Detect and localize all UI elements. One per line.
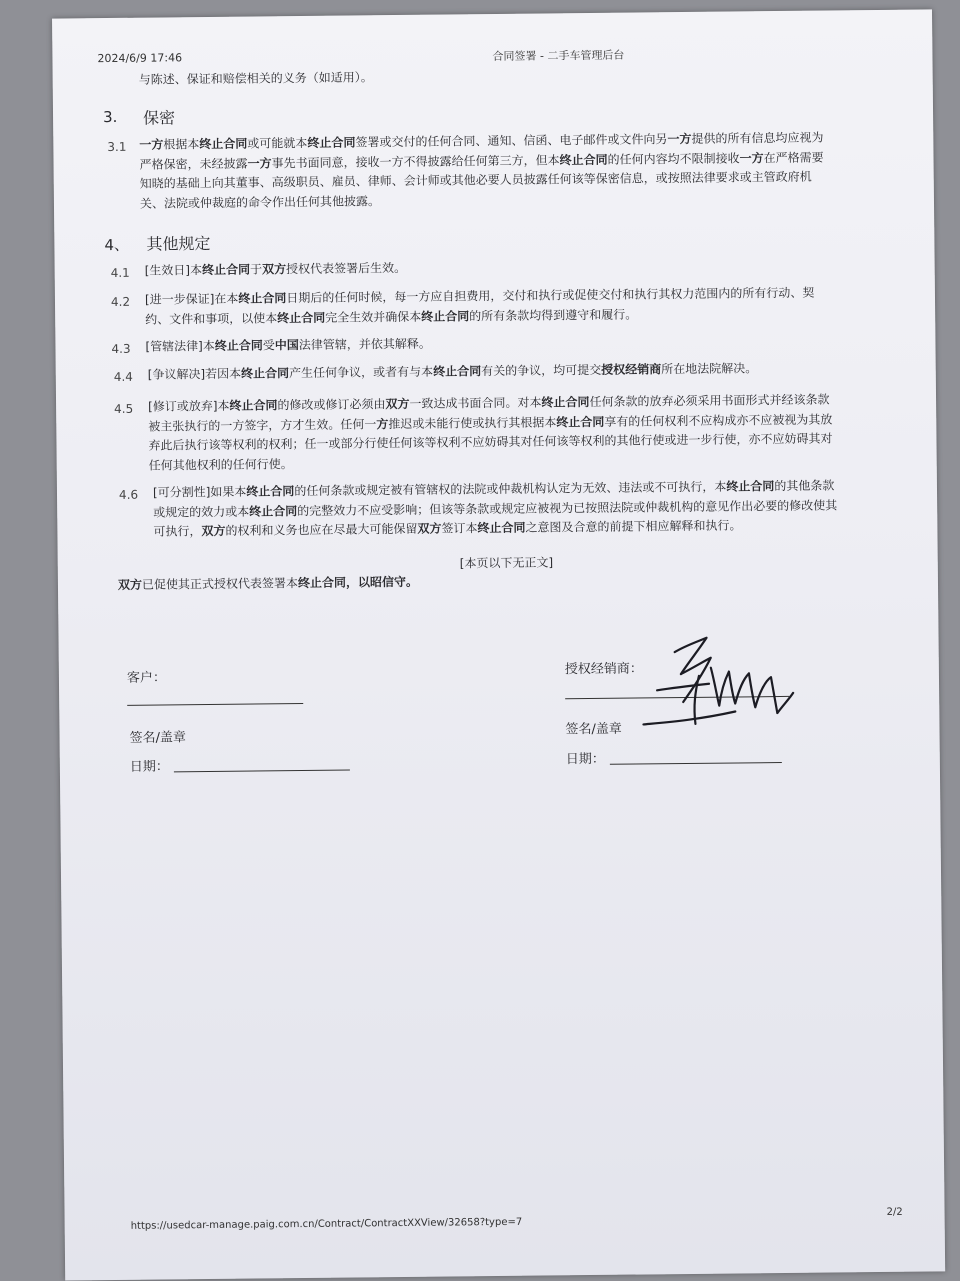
text-run: 任何其他权利的任何行使。 — [148, 456, 293, 473]
paper-sheet — [52, 9, 945, 1280]
bold-term: 终止合同 — [433, 364, 482, 379]
clause-4-2-number: 4.2 — [110, 294, 131, 310]
text-run: 任何条款的放弃必须采用书面形式并经该条款 — [589, 392, 830, 409]
text-run: 或规定的效力或本 — [153, 504, 250, 520]
text-run: 在严格需要 — [763, 150, 824, 165]
clause-4-5-number: 4.5 — [114, 401, 134, 416]
clause-4-2-text — [145, 284, 815, 330]
bold-term: 终止合同 — [297, 575, 347, 591]
bold-term: 终止合同 — [556, 414, 605, 429]
text-run: 授权代表签署后生效。 — [286, 260, 407, 277]
continuation-text: 与陈述、保证和赔偿相关的义务（如适用）。 — [138, 70, 373, 87]
clause-line — [145, 335, 431, 357]
dealer-sign-label: 签名/盖章 — [565, 721, 622, 738]
clause-4-1-number: 4.1 — [110, 265, 130, 281]
text-run: 或可能就本 — [247, 135, 308, 151]
text-run: 享有的任何权利不应构成亦不应被视为其放 — [604, 411, 833, 429]
clause-3-1-number: 3.1 — [107, 139, 127, 155]
text-run: 事先书面同意，接收一方不得披露给任何第三方，但本 — [271, 152, 560, 170]
text-run: 已促使其正式授权代表签署本 — [141, 576, 299, 592]
clause-4-6-text — [153, 476, 838, 542]
clause-3-1-text — [139, 129, 824, 214]
text-run: 的修改或修订必须由 — [277, 397, 386, 413]
bold-term: 终止合同 — [241, 366, 290, 381]
section-3-number: 3. — [102, 107, 118, 127]
bold-term: 终止合同 — [199, 136, 248, 152]
text-run: [进一步保证]在本 — [144, 291, 239, 307]
bold-term: 双方 — [385, 396, 410, 412]
text-run: 一致达成书面合同。对本 — [409, 395, 542, 411]
text-run: 于 — [249, 262, 263, 277]
text-run: 的权利和义务也应在尽最大可能保留 — [225, 521, 418, 538]
document-page — [52, 9, 945, 1280]
bold-term: 终止合同 — [246, 484, 295, 499]
text-run: 法律管辖，并依其解释。 — [298, 336, 431, 353]
text-run: 签署或交付的任何合同、通知、信函、电子邮件或文件向另 — [355, 132, 668, 150]
bold-term: 双方 — [417, 521, 442, 536]
text-run: 产生任何争议，或者有与本 — [289, 364, 434, 381]
customer-date-line — [174, 770, 350, 773]
customer-sign-label: 签名/盖章 — [129, 730, 187, 746]
dealer-label: 授权经销商： — [564, 661, 643, 678]
bold-term: 终止合同 — [214, 338, 263, 353]
print-datetime: 2024/6/9 17:46 — [97, 51, 183, 66]
bold-term: 双方 — [201, 523, 226, 539]
section-4-number: 4、 — [104, 235, 130, 255]
bold-term: ，以昭信守。 — [345, 574, 419, 590]
text-run: [可分割性]如果本 — [152, 484, 247, 500]
customer-label: 客户： — [126, 670, 167, 686]
text-run: [争议解决]若因本 — [147, 366, 242, 382]
text-run: 的其他条款 — [774, 478, 835, 494]
bold-term: 终止合同 — [249, 503, 298, 519]
section-4-title: 其他规定 — [146, 233, 211, 254]
bold-term: 双方 — [261, 262, 287, 277]
bold-term: 一方 — [667, 131, 692, 147]
closing-statement — [118, 573, 418, 596]
text-run: 的任何内容均不限制接收 — [607, 150, 740, 167]
text-run: 所在地法院解决。 — [661, 361, 758, 377]
text-run: 被主张执行的一方签字，方才生效。任何一 — [148, 416, 377, 434]
clause-4-3-number: 4.3 — [111, 341, 131, 357]
end-of-text-note: [本页以下无正文] — [459, 555, 554, 571]
bold-term: 中国 — [274, 338, 299, 353]
text-run: [管辖法律]本 — [145, 338, 215, 354]
bold-term: 终止合同 — [421, 308, 470, 324]
text-run: 知晓的基础上向其董事、高级职员、雇员、律师、会计师或其他必要人员披露任何该等保密信息，或按照法律要求或主管政府机 — [139, 169, 812, 191]
bold-term: 一方 — [139, 137, 164, 152]
text-run: [修订或放弃]本 — [148, 398, 230, 414]
bold-term: 终止合同 — [726, 479, 775, 494]
text-run: 日期后的任何时候，每一方应自担费用，交付和执行或促使交付和执行其权力范围内的所有行动、契 — [286, 285, 815, 306]
text-run: 完全生效并确保本 — [325, 309, 422, 325]
bold-term: 终止合同 — [238, 291, 287, 306]
clause-4-3-text — [145, 335, 431, 357]
bold-term: 终止合同 — [201, 262, 251, 278]
text-run: 严格保密，未经披露 — [139, 156, 248, 172]
clause-4-1-text — [145, 259, 407, 281]
clause-4-4-text — [148, 359, 758, 385]
bold-term: 一方 — [247, 155, 272, 171]
text-run: 可执行， — [153, 524, 202, 539]
bold-term: 方 — [376, 416, 389, 431]
text-run: 提供的所有信息均应视为 — [691, 130, 824, 146]
footer-url: https://usedcar-manage.paig.com.cn/Contract/ContractXXView/32658?type=7 — [130, 1216, 523, 1232]
clause-4-4-number: 4.4 — [113, 369, 133, 384]
clause-line — [145, 259, 407, 281]
text-run: 的所有条款均得到遵守和履行。 — [469, 306, 638, 323]
bold-term: 双方 — [117, 577, 143, 592]
text-run: 推迟或未能行使或执行其根据本 — [388, 414, 557, 431]
text-run: 有关的争议，均可提交 — [481, 362, 602, 379]
print-page-title: 合同签署 - 二手车管理后台 — [492, 48, 625, 63]
bold-term: 一方 — [739, 150, 764, 165]
text-run: 签订本 — [441, 521, 478, 536]
clause-line — [148, 359, 758, 385]
bold-term: 终止合同 — [477, 520, 526, 536]
handwritten-signature — [636, 627, 797, 739]
customer-date-label: 日期： — [129, 759, 169, 775]
footer-page-number: 2/2 — [886, 1206, 903, 1218]
text-run: 弃此后执行该等权利的权利；任一或部分行使任何该等权利不应妨碍其对任何该等权利的其他行使或进一步行使，亦不应妨碍其对 — [148, 431, 833, 453]
text-run: [生效日]本 — [144, 263, 203, 278]
bold-term: 终止合同 — [559, 152, 608, 167]
bold-term: 终止合同 — [541, 395, 590, 410]
text-run: 约、文件和事项，以使本 — [145, 310, 278, 327]
dealer-date-line — [610, 762, 782, 765]
customer-signature-line — [127, 703, 303, 706]
text-run: 关、法院或仲裁庭的命令作出任何其他披露。 — [139, 193, 381, 211]
text-run: 受 — [262, 338, 275, 353]
bold-term: 终止合同 — [307, 135, 356, 150]
clause-4-6-number: 4.6 — [118, 487, 139, 502]
clause-4-5-text — [148, 390, 833, 475]
section-3-title: 保密 — [142, 108, 176, 128]
text-run: 的完整效力不应受影响；但该等条款或规定应被视为已按照法院或仲裁机构的意见作出必要的修改使其 — [297, 497, 838, 518]
text-run: 之意图及合意的前提下相应解释和执行。 — [525, 518, 742, 535]
bold-term: 终止合同 — [229, 398, 278, 413]
bold-term: 终止合同 — [277, 310, 326, 325]
bold-term: 授权经销商 — [601, 362, 662, 377]
dealer-date-label: 日期： — [565, 751, 605, 768]
text-run: 的任何条款或规定被有管辖权的法院或仲裁机构认定为无效、违法或不可执行，本 — [294, 479, 727, 499]
text-run: 根据本 — [163, 137, 200, 152]
